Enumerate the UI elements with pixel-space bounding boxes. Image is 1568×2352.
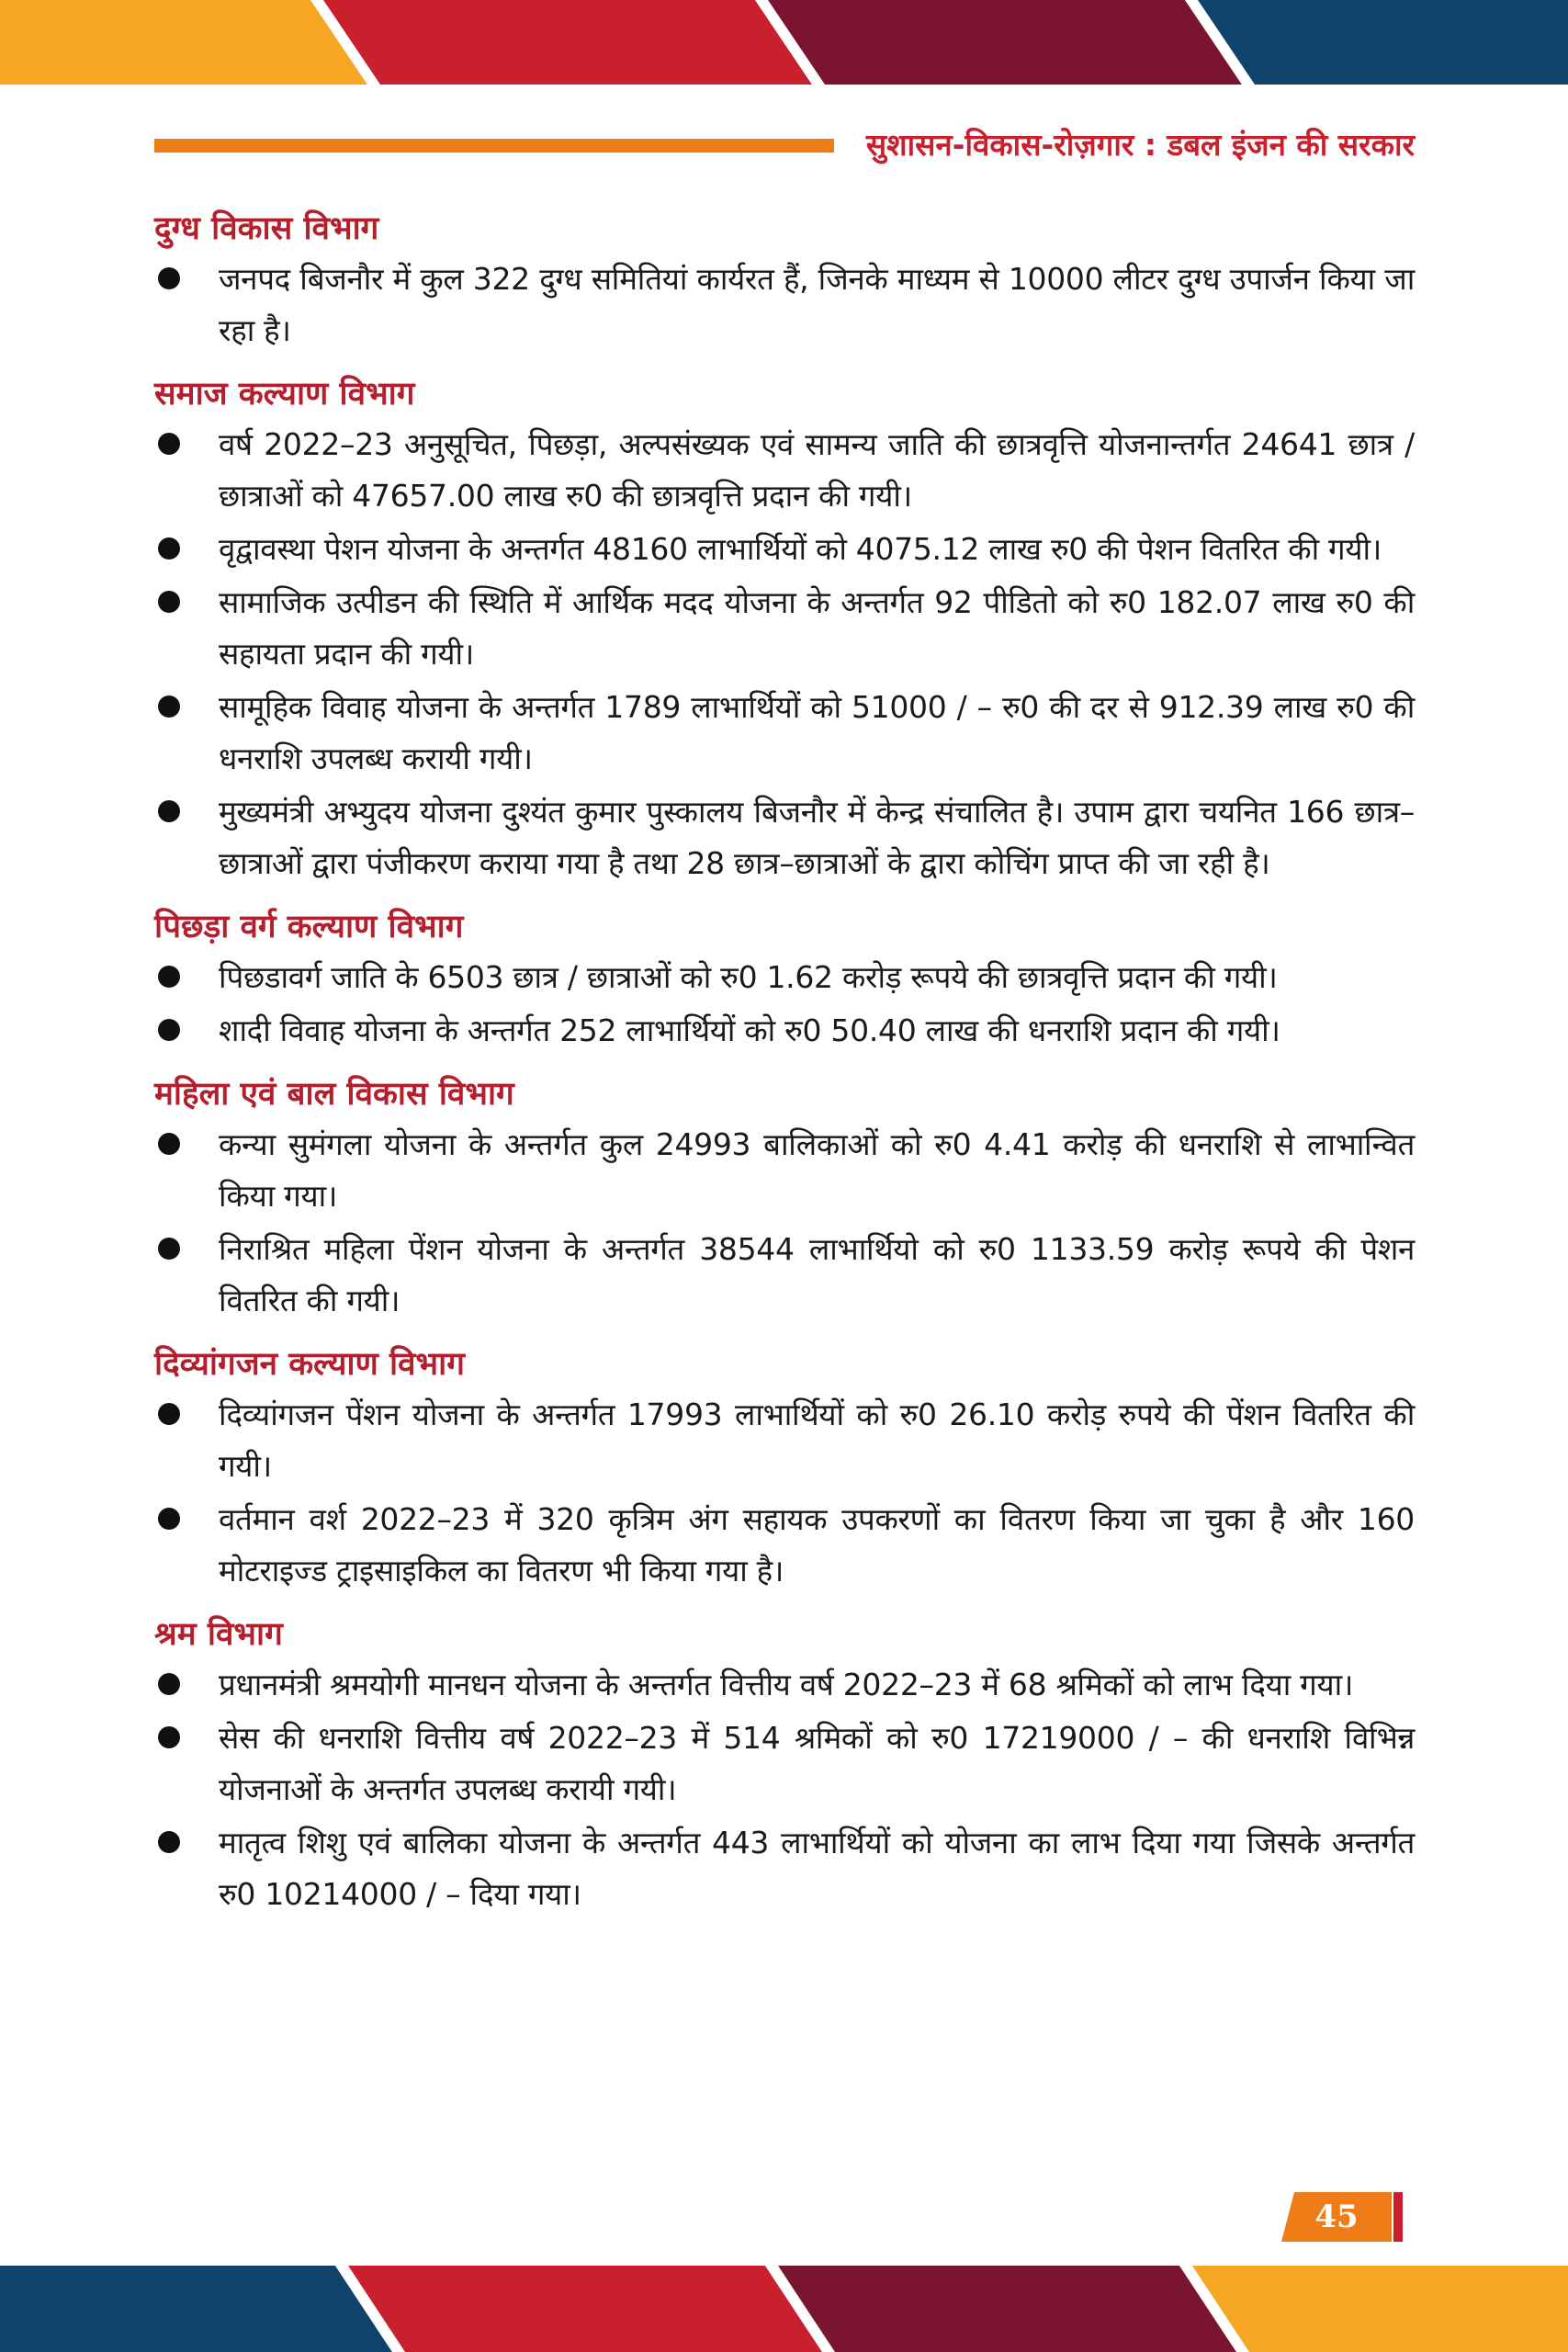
list-item: कन्या सुमंगला योजना के अन्तर्गत कुल 24993 बालिकाओं को रु0 4.41 करोड़ की धनराशि से लाभान्वित किया गया। bbox=[154, 1119, 1415, 1222]
bullet-list bbox=[154, 419, 1415, 889]
bullet-icon bbox=[158, 1133, 180, 1155]
section-social-welfare bbox=[154, 369, 1415, 889]
list-item: सेस की धनराशि वित्तीय वर्ष 2022–23 में 514 श्रमिकों को रु0 17219000 / – की धनराशि विभिन्न योजनाओं के अन्तर्गत उपलब्ध करायी गयी। bbox=[154, 1713, 1415, 1815]
bullet-list bbox=[154, 952, 1415, 1057]
bullet-icon bbox=[158, 1831, 180, 1853]
section-labour bbox=[154, 1610, 1415, 1920]
bullet-icon bbox=[158, 537, 180, 560]
section-heading: महिला एवं बाल विकास विभाग bbox=[154, 1075, 514, 1113]
bullet-icon bbox=[158, 267, 180, 289]
running-header bbox=[154, 125, 1415, 165]
bullet-list bbox=[154, 254, 1415, 356]
list-item: निराश्रित महिला पेंशन योजना के अन्तर्गत 38544 लाभार्थियो को रु0 1133.59 करोड़ रूपये की पेशन वितरित की गयी। bbox=[154, 1224, 1415, 1327]
list-item: वृद्वावस्था पेशन योजना के अन्तर्गत 48160 लाभार्थियों को 4075.12 लाख रु0 की पेशन वितरित की गयी। bbox=[154, 524, 1415, 575]
section-divyangjan-welfare bbox=[154, 1340, 1415, 1597]
bullet-icon bbox=[158, 1508, 180, 1530]
page-content bbox=[154, 204, 1415, 1933]
list-item: शादी विवाह योजना के अन्तर्गत 252 लाभार्थियों को रु0 50.40 लाख की धनराशि प्रदान की गयी। bbox=[154, 1005, 1415, 1057]
bullet-icon bbox=[158, 966, 180, 988]
bullet-icon bbox=[158, 695, 180, 718]
list-item: सामूहिक विवाह योजना के अन्तर्गत 1789 लाभार्थियों को 51000 / – रु0 की दर से 912.39 लाख रु0 की धनराशि उपलब्ध करायी गयी। bbox=[154, 682, 1415, 785]
list-item: वर्तमान वर्श 2022–23 में 320 कृत्रिम अंग सहायक उपकरणों का वितरण किया जा चुका है और 160 मोटराइज्ड ट्राइसाइकिल का वितरण भी किया गया है। bbox=[154, 1494, 1415, 1597]
bullet-icon bbox=[158, 1238, 180, 1260]
bullet-icon bbox=[158, 1673, 180, 1695]
section-heading: पिछड़ा वर्ग कल्याण विभाग bbox=[154, 908, 464, 945]
bullet-list bbox=[154, 1119, 1415, 1327]
section-heading: समाज कल्याण विभाग bbox=[154, 375, 415, 413]
list-item: मुख्यमंत्री अभ्युदय योजना दुश्यंत कुमार पुस्कालय बिजनौर में केन्द्र संचालित है। उपाम द्वारा चयनित 166 छात्र–छात्राओं द्वारा पंजीकरण कराया गया है तथा 28 छात्र–छात्राओं के द्वारा कोचिंग प्राप्त की जा रही है। bbox=[154, 786, 1415, 889]
list-item: दिव्यांगजन पेंशन योजना के अन्तर्गत 17993 लाभार्थियों को रु0 26.10 करोड़ रुपये की पेंशन वितरित की गयी। bbox=[154, 1389, 1415, 1492]
list-item: सामाजिक उत्पीडन की स्थिति में आर्थिक मदद योजना के अन्तर्गत 92 पीडितो को रु0 182.07 लाख रु0 की सहायता प्रदान की गयी। bbox=[154, 577, 1415, 680]
bullet-icon bbox=[158, 800, 180, 822]
header-orange-rule bbox=[154, 139, 834, 153]
bullet-icon bbox=[158, 1403, 180, 1425]
list-item: प्रधानमंत्री श्रमयोगी मानधन योजना के अन्तर्गत वित्तीय वर्ष 2022–23 में 68 श्रमिकों को लाभ दिया गया। bbox=[154, 1659, 1415, 1711]
section-heading: दिव्यांगजन कल्याण विभाग bbox=[154, 1345, 465, 1383]
section-heading: श्रम विभाग bbox=[154, 1615, 283, 1653]
bullet-list bbox=[154, 1659, 1415, 1920]
section-backward-class-welfare bbox=[154, 902, 1415, 1057]
page-number-tab bbox=[1281, 2192, 1408, 2242]
bullet-list bbox=[154, 1389, 1415, 1597]
bullet-icon bbox=[158, 1019, 180, 1041]
list-item: पिछडावर्ग जाति के 6503 छात्र / छात्राओं को रु0 1.62 करोड़ रूपये की छात्रवृत्ति प्रदान की गयी। bbox=[154, 952, 1415, 1003]
page-number: 45 bbox=[1314, 2199, 1359, 2235]
section-heading: दुग्ध विकास विभाग bbox=[154, 209, 379, 247]
top-color-band bbox=[0, 0, 1568, 85]
list-item: मातृत्व शिशु एवं बालिका योजना के अन्तर्गत 443 लाभार्थियों को योजना का लाभ दिया गया जिसके अन्तर्गत रु0 10214000 / – दिया गया। bbox=[154, 1817, 1415, 1920]
bullet-icon bbox=[158, 1726, 180, 1748]
section-dairy bbox=[154, 204, 1415, 356]
bottom-color-band bbox=[0, 2266, 1568, 2352]
bullet-icon bbox=[158, 591, 180, 613]
list-item: जनपद बिजनौर में कुल 322 दुग्ध समितियां कार्यरत हैं, जिनके माध्यम से 10000 लीटर दुग्ध उपार्जन किया जा रहा है। bbox=[154, 254, 1415, 356]
header-title: सुशासन-विकास-रोज़गार : डबल इंजन की सरकार bbox=[865, 127, 1415, 163]
section-women-child-development bbox=[154, 1069, 1415, 1327]
bullet-icon bbox=[158, 433, 180, 455]
list-item: वर्ष 2022–23 अनुसूचित, पिछड़ा, अल्पसंख्यक एवं सामन्य जाति की छात्रवृत्ति योजनान्तर्गत 24641 छात्र / छात्राओं को 47657.00 लाख रु0 की छात्रवृत्ति प्रदान की गयी। bbox=[154, 419, 1415, 522]
